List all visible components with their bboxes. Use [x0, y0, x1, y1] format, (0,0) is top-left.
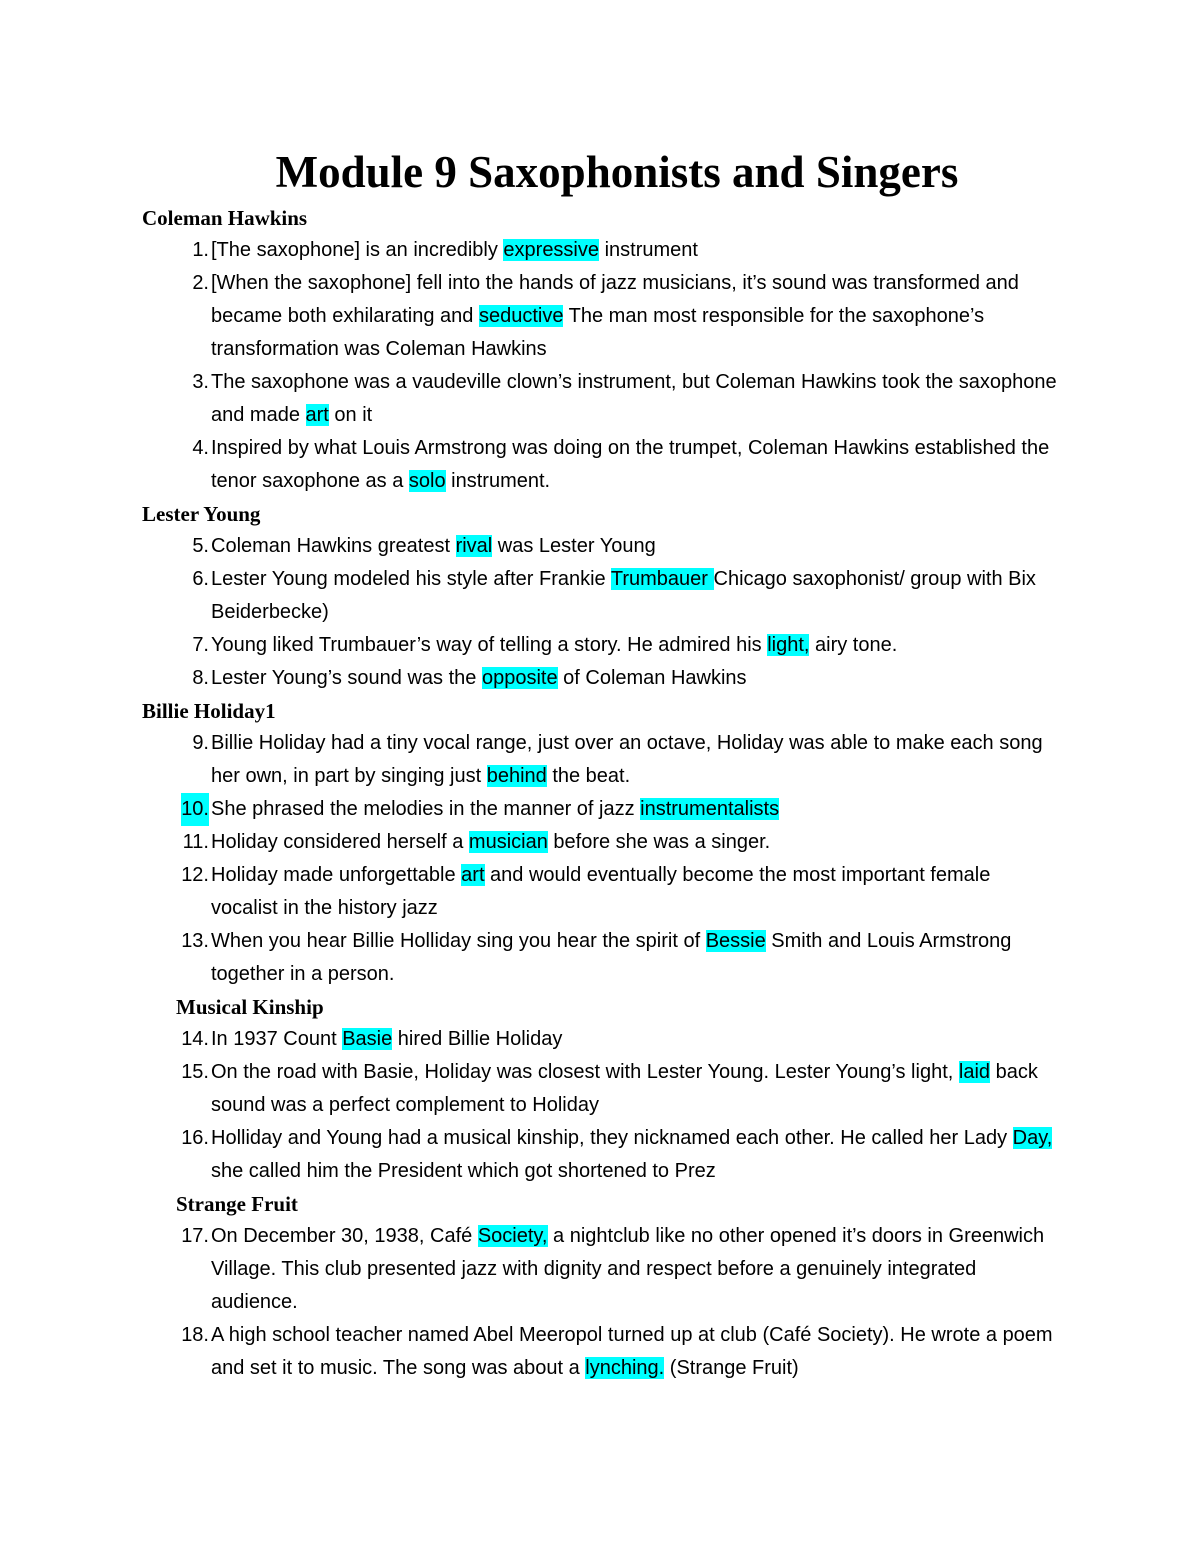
list-item-number: 13. — [181, 930, 209, 952]
list-item-number: 1. — [192, 239, 209, 261]
list-item — [142, 793, 1062, 826]
item-text: (Strange Fruit) — [664, 1357, 799, 1379]
list-item — [142, 1220, 1062, 1319]
item-text: instrument — [599, 239, 698, 261]
item-text: hired Billie Holiday — [392, 1028, 563, 1050]
list-item — [142, 563, 1062, 629]
item-text: a nightclub like no other opened it’s doors in Greenwich Village. This club presented jazz with dignity and respect before a genuinely integrated audience. — [211, 1225, 1045, 1313]
list-item-number: 16. — [181, 1127, 209, 1149]
numbered-list — [142, 530, 1062, 695]
item-text: She phrased the melodies in the manner of jazz — [211, 798, 641, 820]
list-item — [142, 662, 1062, 695]
list-item-number: 7. — [192, 634, 209, 656]
list-item-number: 6. — [192, 568, 209, 590]
item-text: [The saxophone] is an incredibly — [211, 239, 504, 261]
section-heading: Coleman Hawkins — [142, 206, 308, 230]
list-item-number: 5. — [192, 535, 209, 557]
list-item — [142, 1023, 1062, 1056]
list-item-number: 9. — [192, 732, 209, 754]
item-text: instrument. — [445, 470, 551, 492]
highlighted-keyword: opposite — [481, 667, 558, 689]
document-body — [142, 202, 1062, 1385]
item-text: Coleman Hawkins greatest — [211, 535, 456, 557]
highlighted-keyword: Basie — [342, 1028, 393, 1050]
list-item — [142, 432, 1062, 498]
item-text: back sound was a perfect complement to Holiday — [211, 1061, 1038, 1116]
item-text: was Lester Young — [492, 535, 656, 557]
item-text: Inspired by what Louis Armstrong was doing on the trumpet, Coleman Hawkins established the tenor saxophone as a — [211, 437, 1050, 492]
highlighted-keyword: seductive — [478, 305, 564, 327]
numbered-list — [142, 1023, 1062, 1188]
list-item-number: 14. — [181, 1028, 209, 1050]
highlighted-keyword: Bessie — [705, 930, 766, 952]
highlighted-keyword: light, — [767, 634, 810, 656]
item-text: Lester Young’s sound was the — [211, 667, 482, 689]
highlighted-keyword: solo — [408, 470, 446, 492]
item-text: she called him the President which got shortened to Prez — [211, 1160, 716, 1182]
highlighted-keyword: expressive — [503, 239, 600, 261]
item-text: Holiday considered herself a — [211, 831, 469, 853]
item-text: The saxophone was a vaudeville clown’s instrument, but Coleman Hawkins took the saxophone and made — [211, 371, 1057, 426]
numbered-list — [142, 1220, 1062, 1385]
list-item-number: 8. — [192, 667, 209, 689]
list-item-number: 2. — [192, 272, 209, 294]
item-text: The man most responsible for the saxophone’s transformation was Coleman Hawkins — [211, 305, 985, 360]
item-text: On December 30, 1938, Café — [211, 1225, 478, 1247]
highlighted-keyword: rival — [455, 535, 493, 557]
item-text: and would eventually become the most important female vocalist in the history jazz — [211, 864, 991, 919]
numbered-list — [142, 727, 1062, 991]
item-text: Smith and Louis Armstrong together in a person. — [211, 930, 1012, 985]
list-item-number: 10. — [181, 793, 209, 826]
highlighted-keyword: musician — [468, 831, 548, 853]
list-item-number: 18. — [181, 1324, 209, 1346]
item-text: When you hear Billie Holliday sing you hear the spirit of — [211, 930, 706, 952]
item-text: of Coleman Hawkins — [557, 667, 747, 689]
highlighted-keyword: behind — [486, 765, 547, 787]
list-item-number: 3. — [192, 371, 209, 393]
item-text: on it — [328, 404, 373, 426]
list-item-number: 15. — [181, 1061, 209, 1083]
item-text: Lester Young modeled his style after Frankie — [211, 568, 611, 590]
highlighted-keyword: laid — [958, 1061, 991, 1083]
list-item — [142, 234, 1062, 267]
item-text: before she was a singer. — [547, 831, 771, 853]
highlighted-keyword: Trumbauer — [610, 568, 714, 590]
list-item — [142, 530, 1062, 563]
list-item-number: 4. — [192, 437, 209, 459]
section-heading: Billie Holiday1 — [142, 699, 276, 723]
item-text: Holliday and Young had a musical kinship, they nicknamed each other. He called her Lady — [211, 1127, 1013, 1149]
list-item-number: 17. — [181, 1225, 209, 1247]
item-text: the beat. — [546, 765, 631, 787]
item-text: In 1937 Count — [211, 1028, 343, 1050]
list-item-number: 12. — [181, 864, 209, 886]
item-text: A high school teacher named Abel Meeropol turned up at club (Café Society). He wrote a poem and set it to music. The song was about a — [211, 1324, 1053, 1379]
item-text: Billie Holiday had a tiny vocal range, just over an octave, Holiday was able to make each song her own, in part by singing just — [211, 732, 1043, 787]
list-item — [142, 727, 1062, 793]
highlighted-keyword: art — [461, 864, 485, 886]
item-text: Chicago saxophonist/ group with Bix Beiderbecke) — [211, 568, 1036, 623]
numbered-list — [142, 234, 1062, 498]
list-item — [142, 826, 1062, 859]
highlighted-keyword: art — [305, 404, 329, 426]
item-text: On the road with Basie, Holiday was closest with Lester Young. Lester Young’s light, — [211, 1061, 959, 1083]
section-heading: Strange Fruit — [176, 1192, 298, 1216]
list-item — [142, 925, 1062, 991]
section-heading: Lester Young — [142, 502, 261, 526]
highlighted-keyword: Society, — [477, 1225, 548, 1247]
page-title: Module 9 Saxophonists and Singers — [275, 147, 959, 197]
list-item — [142, 267, 1062, 366]
list-item — [142, 1319, 1062, 1385]
list-item — [142, 1056, 1062, 1122]
item-text: airy tone. — [809, 634, 898, 656]
highlighted-keyword: instrumentalists — [640, 798, 780, 820]
list-item-number: 11. — [182, 831, 209, 853]
item-text: Holiday made unforgettable — [211, 864, 462, 886]
list-item — [142, 1122, 1062, 1188]
item-text: Young liked Trumbauer’s way of telling a story. He admired his — [211, 634, 768, 656]
section-heading: Musical Kinship — [176, 995, 324, 1019]
highlighted-keyword: Day, — [1012, 1127, 1053, 1149]
item-text: [When the saxophone] fell into the hands of jazz musicians, it’s sound was transformed and became both exhilarating and — [211, 272, 1019, 327]
list-item — [142, 366, 1062, 432]
highlighted-keyword: lynching. — [585, 1357, 665, 1379]
list-item — [142, 629, 1062, 662]
list-item — [142, 859, 1062, 925]
